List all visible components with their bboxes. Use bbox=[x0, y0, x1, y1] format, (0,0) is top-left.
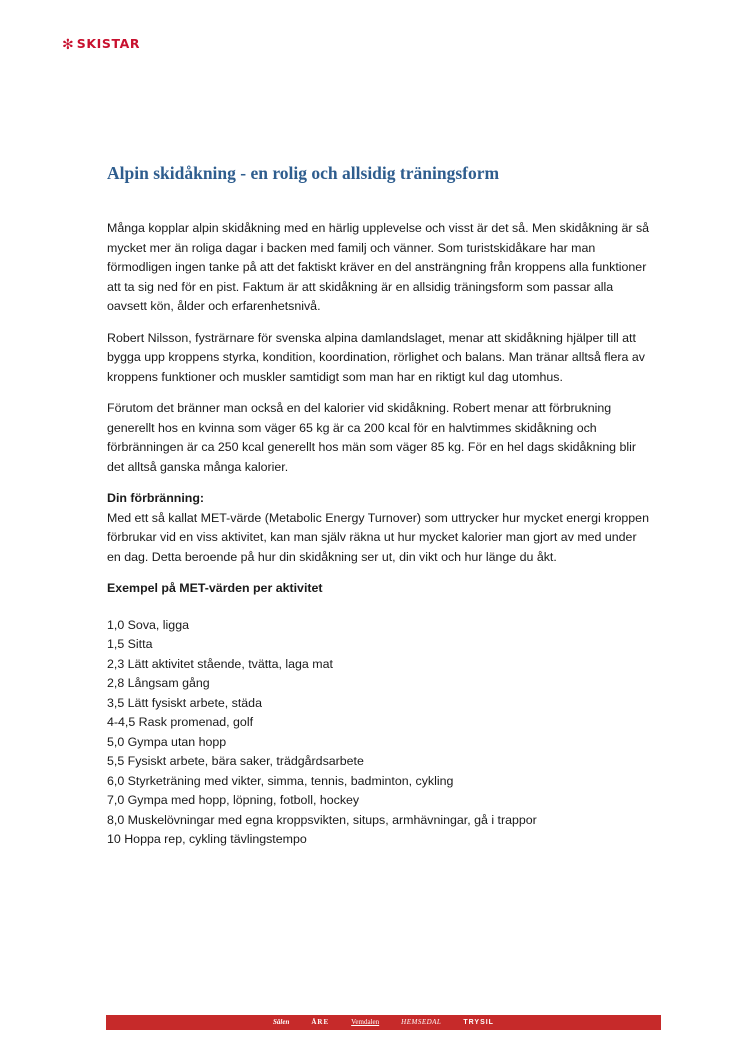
burn-heading: Din förbränning: bbox=[107, 491, 205, 505]
examples-heading: Exempel på MET-värden per aktivitet bbox=[107, 581, 323, 595]
met-list bbox=[107, 616, 652, 850]
logo-text: SKISTAR bbox=[76, 36, 141, 51]
paragraph-calories: Förutom det bränner man också en del kalorier vid skidåkning. Robert menar att förbrukning generellt hos en kvinna som väger 65 kg är ca 200 kcal för en halvtimmes skidåkning och förbränningen är ca 250 kcal generellt hos män som väger 85 kg. För en hel dags skidåkning blir det alltså ganska många kalorier. bbox=[107, 401, 636, 474]
list-item: 1,0 Sova, ligga bbox=[107, 617, 189, 632]
snowflake-icon: ✻ bbox=[62, 36, 74, 52]
list-item: 10 Hoppa rep, cykling tävlingstempo bbox=[107, 832, 307, 846]
list-item: 7,0 Gympa med hopp, löpning, fotboll, hockey bbox=[107, 793, 360, 807]
paragraph-robert: Robert Nilsson, fysträrnare för svenska alpina damlandslaget, menar att skidåkning hjälper till att bygga upp kroppens styrka, kondition, koordination, rörlighet och balans. Man tränar alltså flera av kroppens funktioner och muskler samtidigt som man har en riktigt kul dag utomhus. bbox=[107, 330, 645, 384]
list-item: 8,0 Muskelövningar med egna kroppsvikten, situps, armhävningar, gå i trappor bbox=[107, 812, 537, 827]
burn-text: Med ett så kallat MET-värde (Metabolic Energy Turnover) som uttrycker hur mycket energi kroppen förbrukar vid en viss aktivitet, kan man själv räkna ut hur mycket kalorier man gjort av med under en dag. Detta beroende på hur din skidåkning ser ut, din vikt och hur länge du åkt. bbox=[107, 510, 649, 564]
list-item: 5,0 Gympa utan hopp bbox=[107, 734, 227, 749]
destination-salen: Sälen bbox=[273, 1018, 290, 1026]
list-item: 2,8 Långsam gång bbox=[107, 676, 210, 690]
list-item: 5,5 Fysiskt arbete, bära saker, trädgårdsarbete bbox=[107, 754, 364, 768]
list-item: 2,3 Lätt aktivitet stående, tvätta, laga mat bbox=[107, 656, 333, 671]
destination-hemsedal: HEMSEDAL bbox=[401, 1018, 442, 1026]
skistar-logo bbox=[62, 36, 140, 52]
destination-vemdalen: Vemdalen bbox=[351, 1018, 380, 1026]
article-title: Alpin skidåkning - en rolig och allsidig träningsform bbox=[107, 163, 500, 183]
list-item: 3,5 Lätt fysiskt arbete, städa bbox=[107, 695, 262, 710]
article bbox=[107, 160, 652, 850]
footer-destinations-bar bbox=[106, 1015, 661, 1030]
paragraph-intro: Många kopplar alpin skidåkning med en härlig upplevelse och visst är det så. Men skidåkning är så mycket mer än roliga dagar i backen med familj och vänner. Som turistskidåkare har man förmodligen ingen tanke på att det faktiskt kräver en del ansträngning från kroppens alla funktioner att ta sig ned för en pist. Faktum är att skidåkning är en allsidig träningsform som passar alla oavsett kön, ålder och erfarenhetsnivå. bbox=[107, 221, 650, 313]
burn-section bbox=[107, 489, 652, 567]
destination-are: ÅRE bbox=[311, 1018, 330, 1026]
list-item: 1,5 Sitta bbox=[107, 637, 153, 651]
list-item: 6,0 Styrketräning med vikter, simma, tennis, badminton, cykling bbox=[107, 773, 454, 788]
destination-trysil: TRYSIL bbox=[463, 1019, 494, 1026]
list-item: 4-4,5 Rask promenad, golf bbox=[107, 715, 254, 729]
